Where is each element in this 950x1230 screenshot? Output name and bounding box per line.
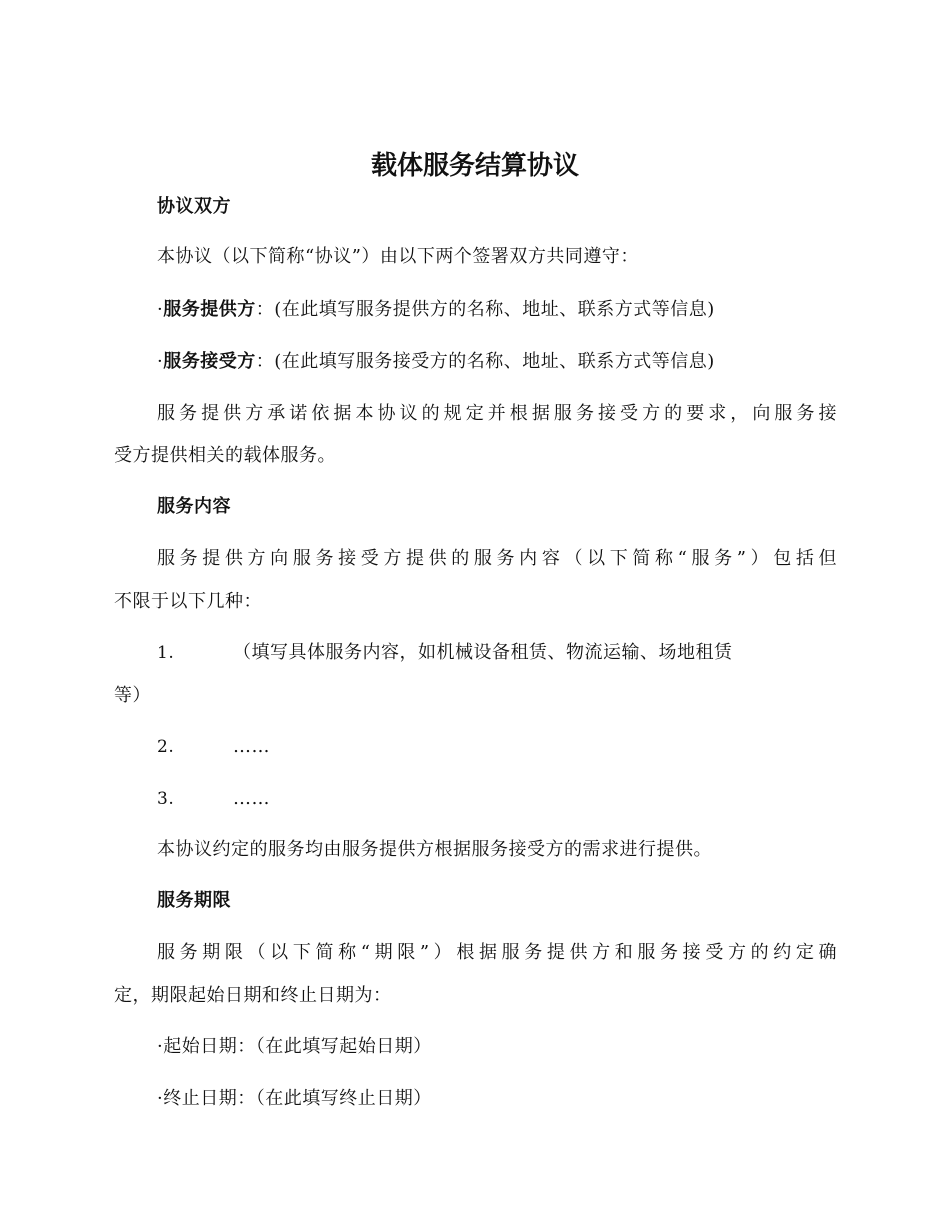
list-text: ……	[233, 736, 270, 757]
term-intro-line-2: 定，期限起始日期和终止日期为：	[114, 985, 392, 1006]
provider-line	[157, 297, 837, 323]
receiver-label: 服务接受方	[163, 351, 256, 372]
content-closing: 本协议约定的服务均由服务提供方根据服务接受方的需求进行提供。	[157, 839, 712, 860]
bullet: ·	[157, 351, 164, 372]
commitment-line-1: 服务提供方承诺依据本协议的规定并根据服务接受方的要求，向服务接	[157, 403, 837, 424]
list-number: 3.	[157, 789, 175, 809]
section-heading-content: 服务内容	[157, 496, 231, 517]
content-intro-line-1: 服务提供方向服务接受方提供的服务内容（以下简称“服务”）包括但	[157, 548, 837, 569]
receiver-text: ：(在此填写服务接受方的名称、地址、联系方式等信息)	[255, 351, 715, 372]
document-title: 载体服务结算协议	[370, 151, 579, 181]
provider-label: 服务提供方	[163, 299, 256, 320]
commitment-line-2: 受方提供相关的载体服务。	[114, 445, 336, 466]
provider-text: ：(在此填写服务提供方的名称、地址、联系方式等信息)	[255, 299, 715, 320]
list-item	[157, 786, 837, 812]
parties-intro: 本协议（以下简称“协议”）由以下两个签署双方共同遵守：	[157, 246, 639, 267]
section-heading-term: 服务期限	[157, 890, 231, 911]
term-intro-line-1: 服务期限（以下简称“期限”）根据服务提供方和服务接受方的约定确	[157, 942, 837, 963]
list-number: 1.	[157, 643, 175, 663]
content-intro-line-2: 不限于以下几种：	[114, 591, 262, 612]
term-start: ·起始日期：（在此填写起始日期）	[157, 1036, 432, 1057]
list-item	[157, 640, 837, 666]
list-item-continuation: 等）	[114, 685, 151, 706]
bullet: ·	[157, 299, 164, 320]
list-text: （填写具体服务内容，如机械设备租赁、物流运输、场地租赁	[233, 642, 733, 663]
list-text: ……	[233, 788, 270, 809]
list-item	[157, 734, 837, 760]
list-number: 2.	[157, 737, 175, 757]
term-end: ·终止日期：（在此填写终止日期）	[157, 1088, 432, 1109]
section-heading-parties: 协议双方	[157, 196, 231, 217]
receiver-line	[157, 349, 837, 375]
